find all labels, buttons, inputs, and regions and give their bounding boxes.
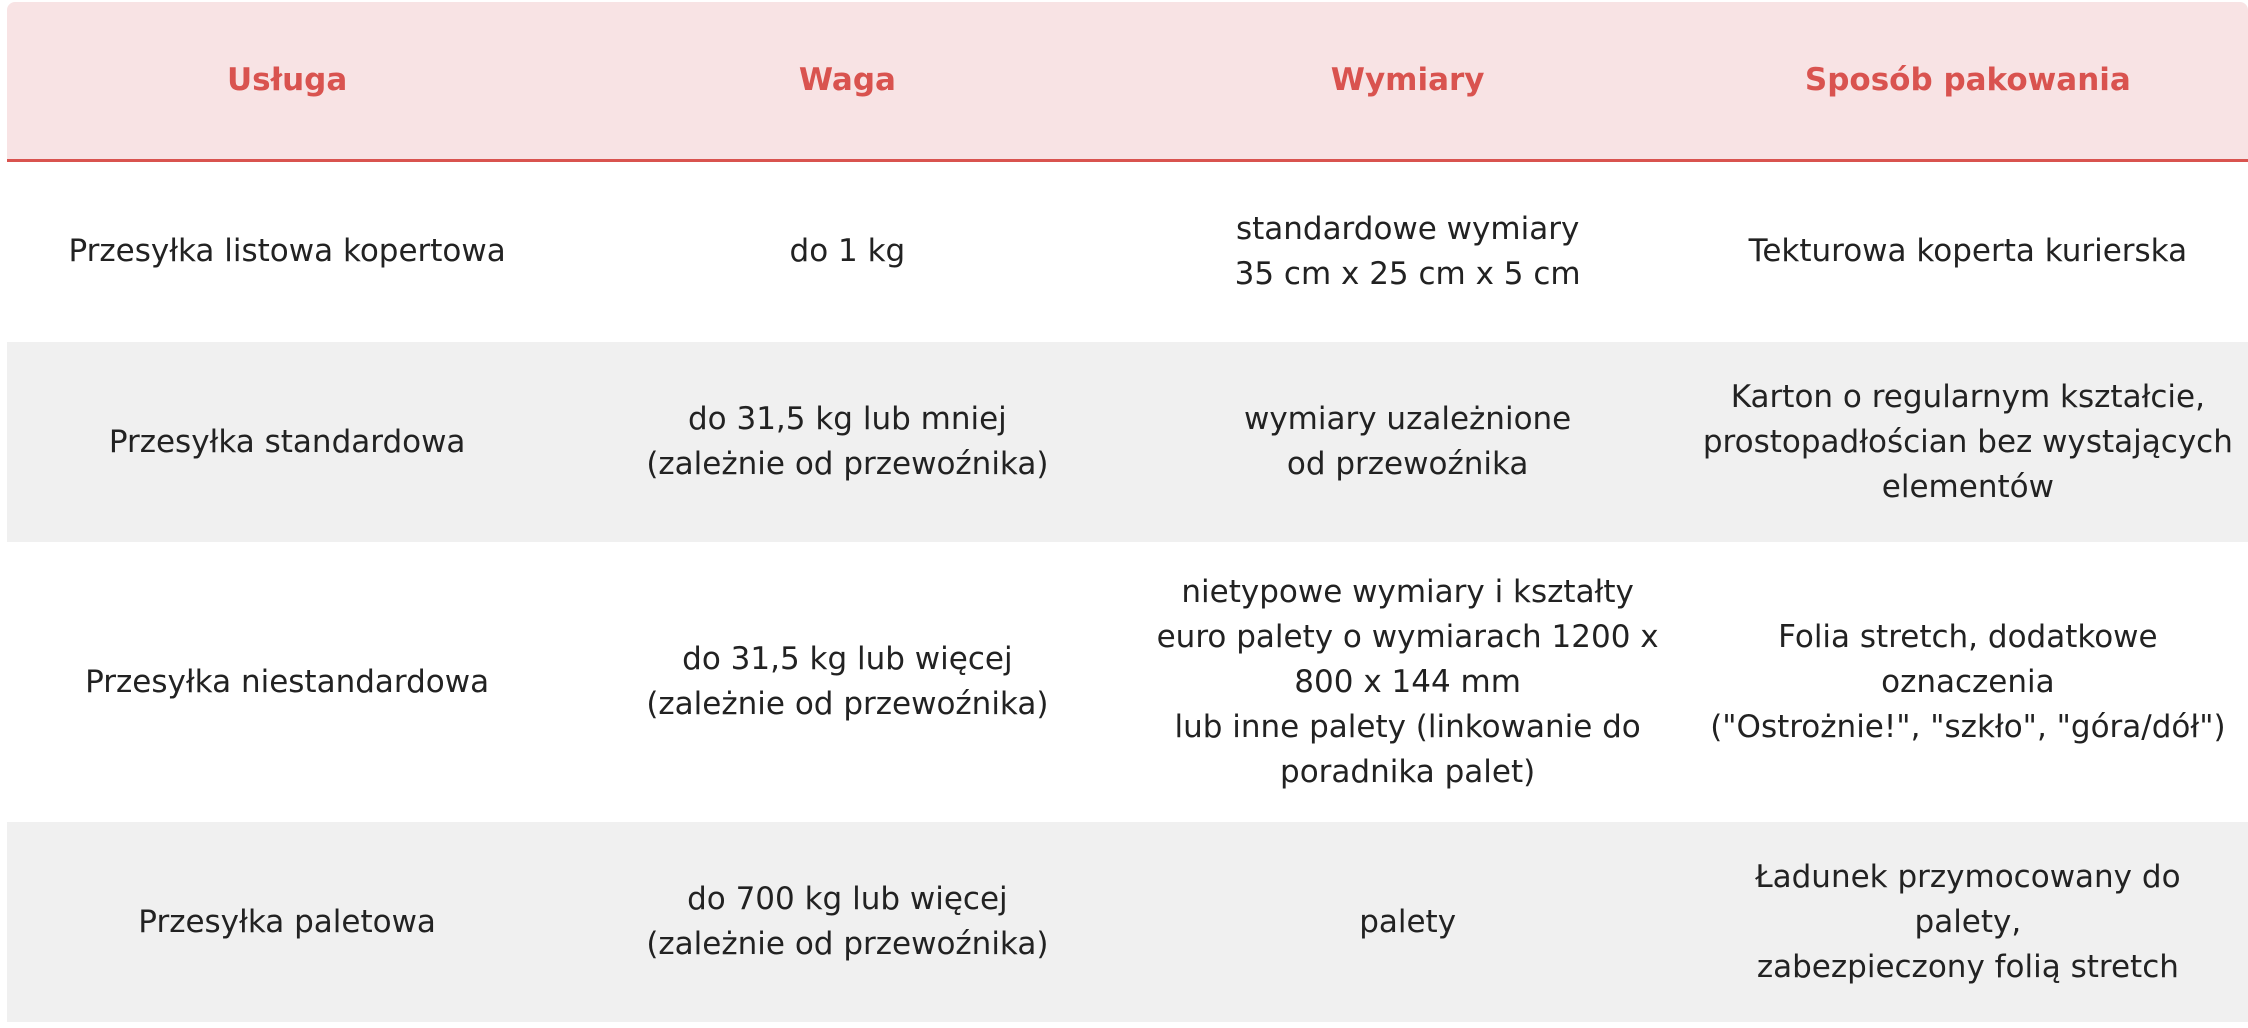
table-header <box>7 2 2248 160</box>
cell-service <box>7 160 567 342</box>
cell-packing <box>1688 822 2248 1022</box>
cell-line: od przewoźnika <box>1286 446 1529 482</box>
cell-line: Karton o regularnym kształcie, <box>1730 378 2205 415</box>
cell-service <box>7 542 567 822</box>
table-row <box>7 342 2248 542</box>
cell-dimensions <box>1128 342 1688 542</box>
cell-line: ("Ostrożnie!", "szkło", "góra/dół") <box>1710 708 2226 745</box>
cell-line: 800 x 144 mm <box>1294 663 1521 700</box>
cell-line: prostopadłościan bez wystających <box>1702 423 2233 460</box>
header-dimensions: Wymiary <box>1330 62 1485 99</box>
cell-line: palety <box>1359 903 1457 940</box>
cell-line: poradnika palet) <box>1280 753 1536 790</box>
cell-weight <box>567 342 1127 542</box>
cell-line: oznaczenia <box>1881 663 2055 700</box>
table-row <box>7 542 2248 822</box>
cell-line: Przesyłka listowa kopertowa <box>68 233 506 270</box>
cell-packing <box>1688 342 2248 542</box>
header-packing: Sposób pakowania <box>1804 62 2131 99</box>
cell-weight <box>567 822 1127 1022</box>
cell-dimensions <box>1128 160 1688 342</box>
cell-service <box>7 342 567 542</box>
cell-line: do 1 kg <box>789 233 906 270</box>
cell-line: Tekturowa koperta kurierska <box>1748 233 2188 270</box>
cell-line: Przesyłka paletowa <box>138 903 436 940</box>
cell-line: do 31,5 kg lub więcej <box>682 641 1013 677</box>
cell-dimensions <box>1128 542 1688 822</box>
header-weight: Waga <box>798 62 896 99</box>
cell-line: (zależnie od przewoźnika) <box>646 686 1049 722</box>
shipping-services-table <box>7 2 2248 1022</box>
cell-line: wymiary uzależnione <box>1243 401 1572 437</box>
table-row <box>7 822 2248 1022</box>
cell-line: standardowe wymiary <box>1235 210 1580 247</box>
cell-line: Ładunek przymocowany do palety, <box>1755 858 2181 940</box>
cell-line: nietypowe wymiary i kształty <box>1181 573 1634 610</box>
cell-line: Przesyłka standardowa <box>108 423 466 460</box>
table-body <box>7 160 2248 1022</box>
cell-line: 35 cm x 25 cm x 5 cm <box>1234 255 1581 292</box>
cell-line: zabezpieczony folią stretch <box>1756 948 2179 985</box>
cell-line: do 31,5 kg lub mniej <box>687 401 1007 437</box>
cell-line: euro palety o wymiarach 1200 x <box>1156 618 1659 655</box>
cell-line: (zależnie od przewoźnika) <box>646 446 1049 482</box>
cell-weight <box>567 160 1127 342</box>
cell-packing <box>1688 542 2248 822</box>
cell-line: elementów <box>1881 468 2054 505</box>
cell-line: Przesyłka niestandardowa <box>85 663 490 700</box>
cell-line: lub inne palety (linkowanie do <box>1174 708 1641 745</box>
cell-line: (zależnie od przewoźnika) <box>646 926 1049 962</box>
header-row <box>7 2 2248 160</box>
cell-service <box>7 822 567 1022</box>
cell-dimensions <box>1128 822 1688 1022</box>
table-row <box>7 160 2248 342</box>
cell-weight <box>567 542 1127 822</box>
shipping-table-container <box>7 2 2248 1026</box>
cell-packing <box>1688 160 2248 342</box>
cell-line: do 700 kg lub więcej <box>687 881 1008 917</box>
cell-line: Folia stretch, dodatkowe <box>1778 618 2158 655</box>
header-service: Usługa <box>226 62 348 99</box>
